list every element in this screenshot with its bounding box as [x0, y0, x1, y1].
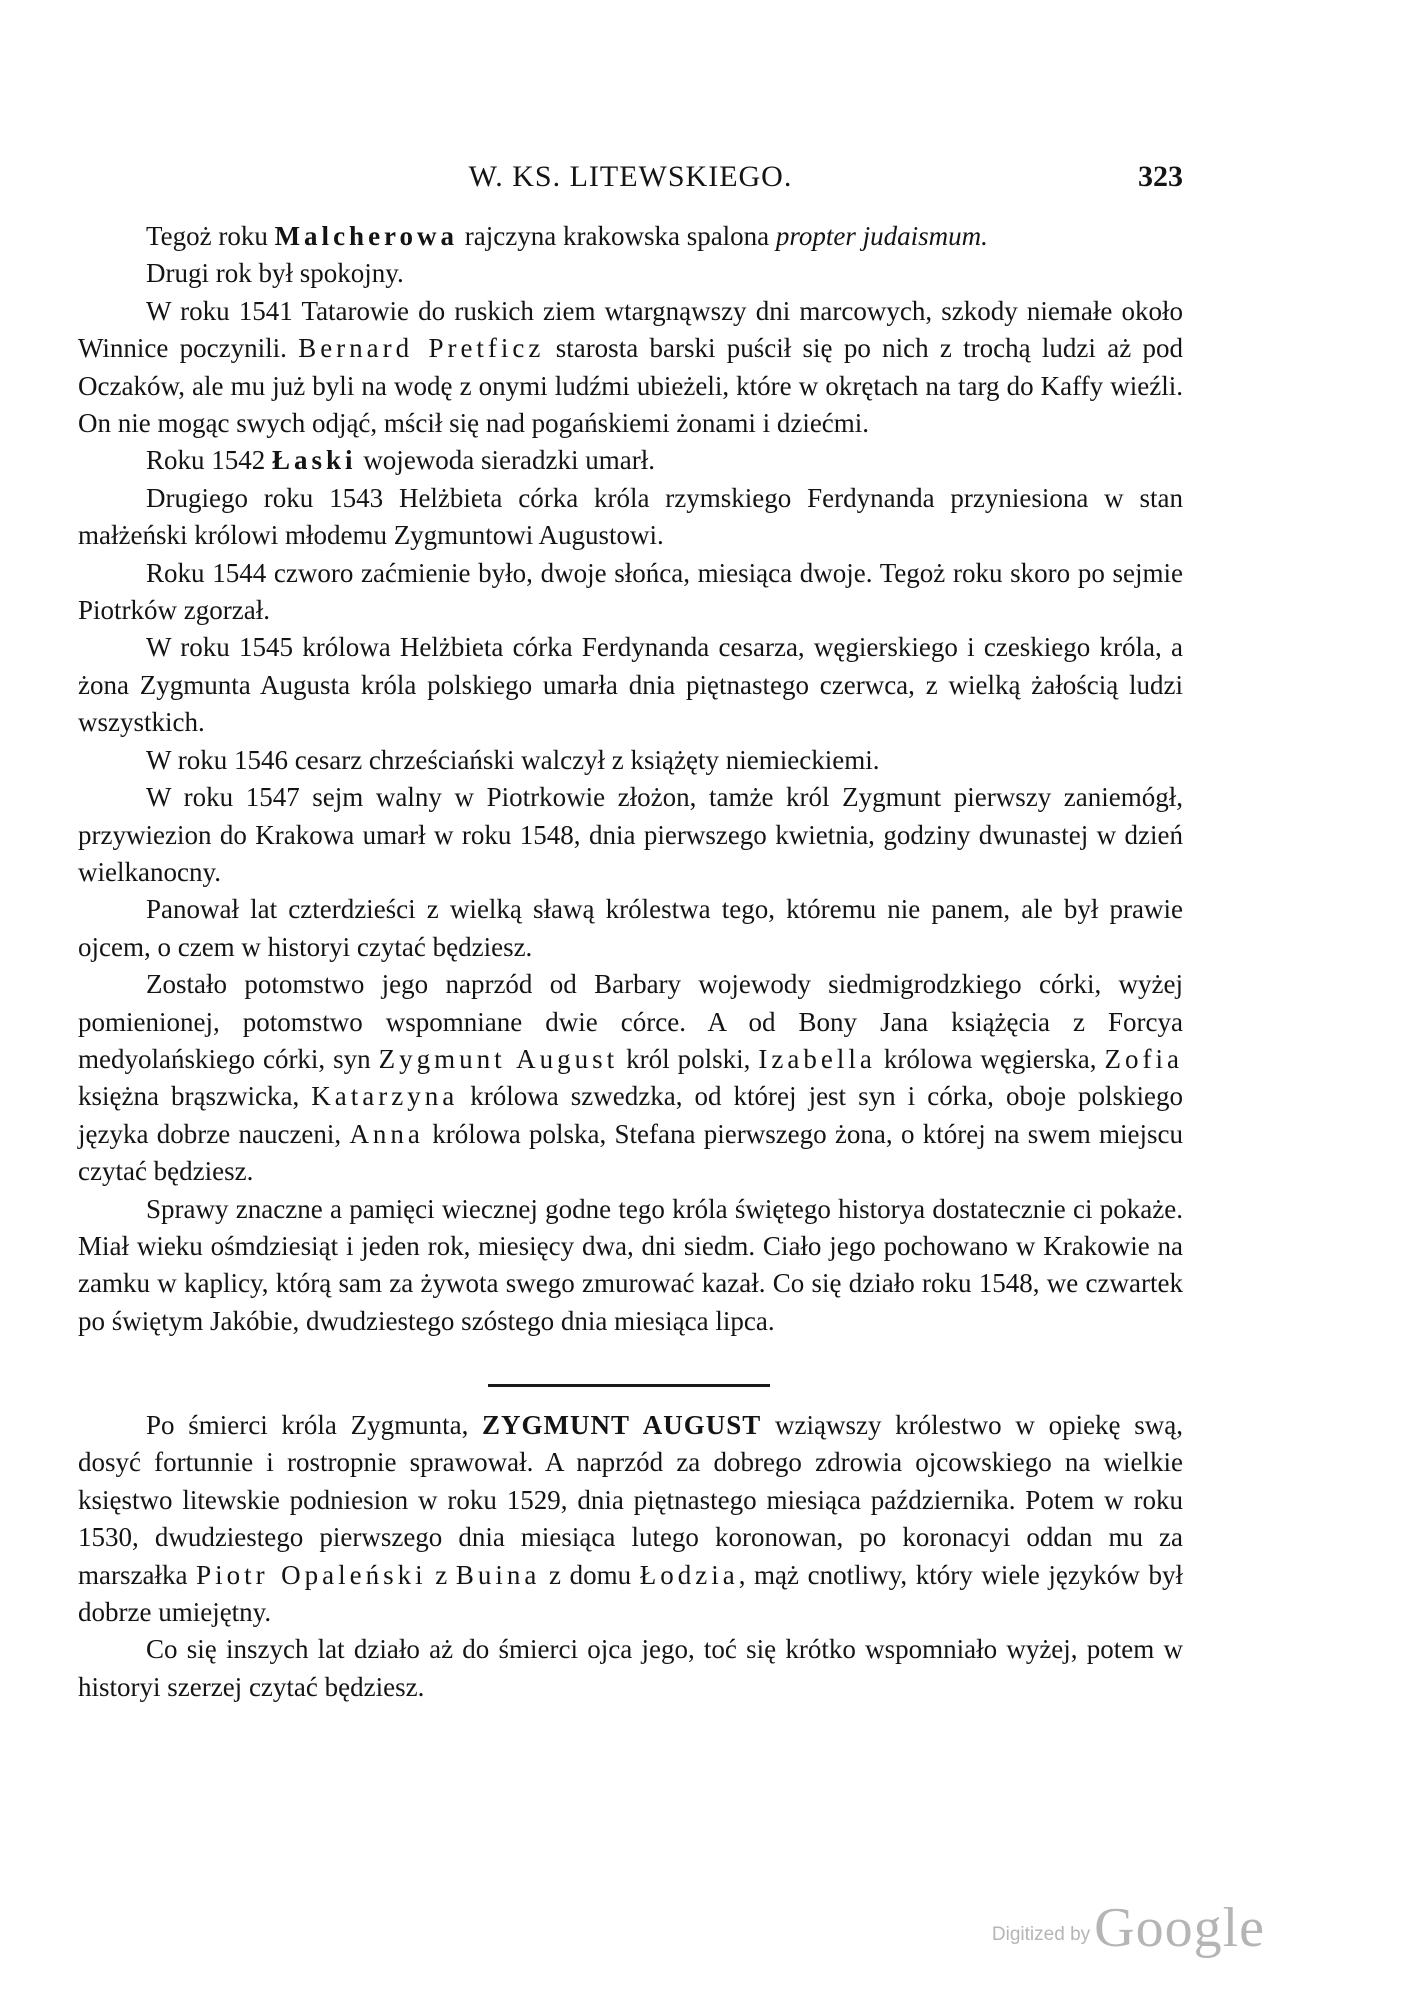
running-header	[78, 160, 1183, 200]
text-run: Tegoż roku	[146, 221, 275, 251]
google-logo: Google	[1094, 1897, 1265, 1959]
paragraph-1542	[78, 442, 1183, 479]
chronicle-section-zygmunt-august	[78, 1407, 1183, 1706]
chronicle-section-zygmunt-stary	[78, 218, 1183, 1340]
paragraph-potomstwo	[78, 966, 1183, 1190]
section-divider	[488, 1384, 770, 1387]
latin-phrase: propter judaismum.	[775, 221, 988, 251]
person-name: Bernard Pretficz	[298, 333, 545, 364]
text-run: W roku 1541 Tatarowie do ruskich ziem wtargnąwszy dni marcowych, szkody niemałe około Winnice poczynili.	[78, 295, 1183, 364]
paragraph-1541	[78, 293, 1183, 443]
text-run: wziąwszy królestwo w opiekę swą, dosyć fortunnie i rostropnie sprawował. A naprzód za dobrego zdrowia ojcowskiego na wielkie księstwo litewskie podniesion w roku 1529, dnia piętnastego miesiąca października. Potem w roku 1530, dwudziestego pierwszego dnia miesiąca lutego koronowan, po koronacyi oddan mu za marszałka	[78, 1410, 1183, 1590]
running-header-title: W. KS. LITEWSKIEGO.	[468, 160, 793, 193]
paragraph-drugi-rok: Drugi rok był spokojny.	[146, 258, 404, 289]
text-run: księżna brąszwicka,	[78, 1081, 312, 1112]
person-name: Katarzyna	[311, 1081, 459, 1112]
paragraph-1543: Drugiego roku 1543 Helżbieta córka króla rzymskiego Ferdynanda przyniesiona w stan małżeński królowi młodemu Zygmuntowi Augustowi.	[78, 482, 1183, 551]
person-name: Zygmunt August	[378, 1043, 619, 1074]
text-run: starosta barski puścił się po nich z trochą ludzi aż pod Oczaków, ale mu już byli na wodę z onymi ludźmi ubieżeli, które w okrętach na targ do Kaffy wieźli. On nie mogąc swych odjąć, mścił się nad pogańskiemi żonami i dziećmi.	[78, 333, 1183, 439]
text-run: z domu	[540, 1559, 640, 1590]
person-name: Izabella	[758, 1043, 876, 1074]
place-name: Buina	[455, 1559, 541, 1590]
king-name-heading: ZYGMUNT AUGUST	[482, 1410, 762, 1440]
person-name: Łaski	[272, 445, 357, 476]
text-run: król polski,	[618, 1043, 759, 1074]
text-run: Zostało potomstwo jego naprzód od Barbary wojewody siedmigrodzkiego córki, wyżej pomienionej, potomstwo wspomniane dwie córce. A od Bony Jana książęcia z Forcya medyolańskiego córki, syn	[78, 969, 1183, 1074]
watermark-prefix: Digitized by	[991, 1924, 1091, 1945]
paragraph-1544: Roku 1544 czworo zaćmienie było, dwoje słońca, miesiąca dwoje. Tegoż roku skoro po sejmie Piotrków zgorzał.	[78, 557, 1183, 626]
text-run: Roku 1542	[146, 445, 273, 476]
paragraph-1547: W roku 1547 sejm walny w Piotrkowie złożon, tamże król Zygmunt pierwszy zaniemógł, przywiezion do Krakowa umarł w roku 1548, dnia pierwszego kwietnia, godziny dwunastej w dzień wielkanocny.	[78, 782, 1183, 887]
paragraph-sprawy: Sprawy znaczne a pamięci wiecznej godne tego króla świętego historya dostatecznie ci pokaże. Miał wieku ośmdziesiąt i jeden rok, miesięcy dwa, dni siedm. Ciało jego pochowano w Krakowie na zamku w kaplicy, którą sam za żywota swego zmurować kazał. Co się działo roku 1548, we czwartek po świętym Jakóbie, dwudziestego szóstego dnia miesiąca lipca.	[78, 1193, 1183, 1336]
text-run: królowa szwedzka, od której jest syn i córka, oboje polskiego języka dobrze nauczeni,	[78, 1081, 1183, 1149]
paragraph-panowal: Panował lat czterdzieści z wielką sławą królestwa tego, któremu nie panem, ale był prawie ojcem, o czem w historyi czytać będziesz.	[78, 894, 1183, 962]
paragraph-inszych-lat: Co się inszych lat działo aż do śmierci ojca jego, toć się krótko wspomniało wyżej, potem w historyi szerzej czytać będziesz.	[78, 1634, 1183, 1702]
text-run: rajczyna krakowska spalona	[458, 221, 776, 251]
text-run: , mąż cnotliwy, który wiele języków był dobrze umiejętny.	[78, 1559, 1183, 1628]
page-number: 323	[1138, 160, 1183, 193]
person-name: Piotr Opaleński	[196, 1559, 427, 1590]
person-name: Anna	[349, 1118, 424, 1149]
digitized-watermark	[992, 1896, 1265, 1960]
text-run: królowa polska, Stefana pierwszego żona, o której na swem miejscu czytać będziesz.	[78, 1118, 1183, 1187]
text-run: królowa węgierska,	[875, 1043, 1105, 1074]
text-run: wojewoda sieradzki umarł.	[356, 445, 655, 476]
paragraph-1545: W roku 1545 królowa Helżbieta córka Ferdynanda cesarza, węgierskiego i czeskiego króla, a żona Zygmunta Augusta króla polskiego umarła dnia piętnastego czerwca, z wielką żałością ludzi wszystkich.	[78, 632, 1183, 738]
person-name: Malcherowa	[274, 221, 459, 251]
paragraph-1546: W roku 1546 cesarz chrześciański walczył z książęty niemieckiemi.	[146, 744, 880, 775]
paragraph-po-smierci	[78, 1407, 1183, 1631]
person-name: Zofia	[1104, 1043, 1183, 1074]
text-run: Po śmierci króla Zygmunta,	[146, 1410, 483, 1440]
text-run: z	[426, 1559, 456, 1590]
paragraph-malcherowa	[78, 218, 1183, 255]
family-name: Łodzia	[639, 1559, 739, 1590]
